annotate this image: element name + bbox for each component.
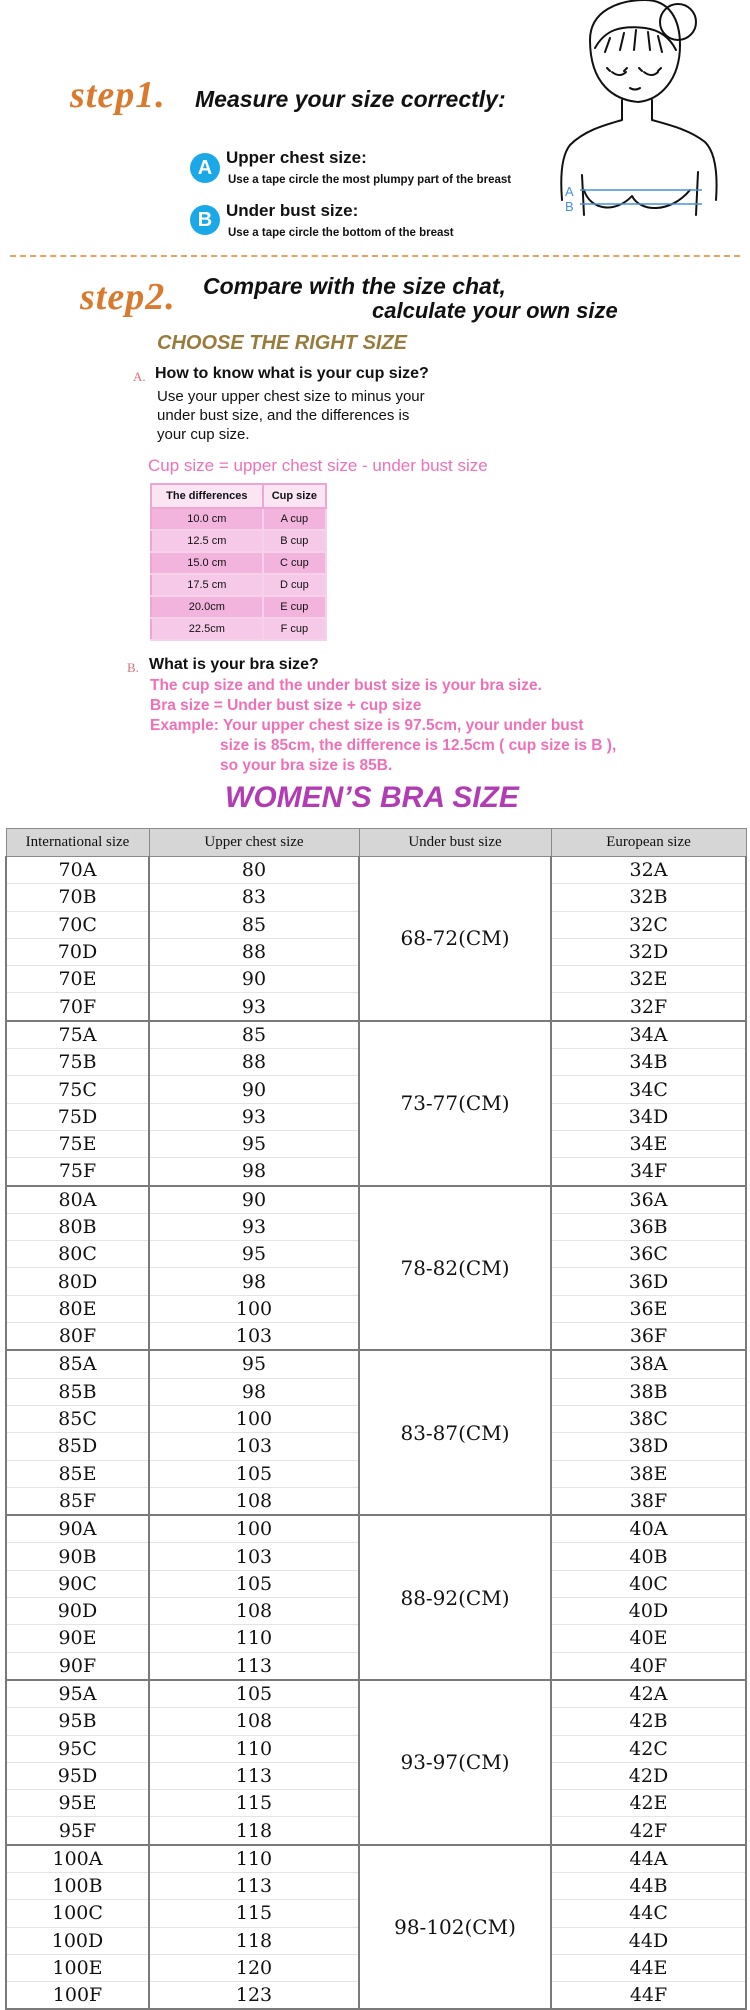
european-size-cell: 42B: [551, 1708, 746, 1735]
international-size-cell: 95F: [6, 1817, 149, 1845]
under-bust-size-cell: 98-102(CM): [359, 1845, 551, 2010]
womens-bra-size-title: WOMEN’S BRA SIZE: [225, 781, 519, 814]
european-size-cell: 42C: [551, 1735, 746, 1762]
international-size-cell: 70D: [6, 938, 149, 965]
under-bust-desc: Use a tape circle the bottom of the breast: [228, 227, 454, 239]
international-size-cell: 85F: [6, 1487, 149, 1515]
international-size-cell: 80C: [6, 1241, 149, 1268]
badge-a-icon: A: [190, 153, 220, 183]
european-size-cell: 44D: [551, 1927, 746, 1954]
upper-chest-size-cell: 90: [149, 1186, 359, 1214]
european-size-cell: 38A: [551, 1350, 746, 1378]
table-row: [151, 530, 326, 552]
table-cell: D cup: [263, 574, 326, 596]
international-size-cell: 85D: [6, 1433, 149, 1460]
table-cell: 17.5 cm: [151, 574, 263, 596]
international-size-cell: 90C: [6, 1570, 149, 1597]
under-bust-size-cell: 73-77(CM): [359, 1021, 551, 1186]
upper-chest-size-cell: 83: [149, 884, 359, 911]
european-size-cell: 32B: [551, 884, 746, 911]
upper-chest-desc: Use a tape circle the most plumpy part of the breast: [228, 174, 512, 186]
international-size-cell: 95C: [6, 1735, 149, 1762]
international-size-cell: 70F: [6, 993, 149, 1021]
step2-heading-line2: calculate your own size: [372, 298, 618, 323]
international-size-cell: 75C: [6, 1076, 149, 1103]
european-size-cell: 36D: [551, 1268, 746, 1295]
european-size-cell: 42F: [551, 1817, 746, 1845]
answer-a-line3: your cup size.: [157, 426, 250, 443]
european-size-cell: 40A: [551, 1515, 746, 1543]
international-size-cell: 90E: [6, 1625, 149, 1652]
table-row: [6, 1515, 746, 1543]
table-row: [6, 857, 746, 884]
european-size-cell: 44F: [551, 1982, 746, 2010]
international-size-cell: 100F: [6, 1982, 149, 2010]
upper-chest-size-cell: 108: [149, 1598, 359, 1625]
international-size-cell: 80D: [6, 1268, 149, 1295]
answer-b-line5: so your bra size is 85B.: [220, 757, 393, 774]
upper-chest-size-cell: 113: [149, 1872, 359, 1899]
european-size-cell: 38D: [551, 1433, 746, 1460]
answer-a-line1: Use your upper chest size to minus your: [157, 388, 425, 405]
figure-mark-a: A: [565, 184, 574, 199]
bra-size-table: [5, 828, 747, 2010]
upper-chest-size-cell: 103: [149, 1323, 359, 1351]
international-size-cell: 80A: [6, 1186, 149, 1214]
upper-chest-size-cell: 98: [149, 1158, 359, 1186]
european-size-cell: 42E: [551, 1790, 746, 1817]
upper-chest-size-cell: 85: [149, 1021, 359, 1049]
upper-chest-size-cell: 113: [149, 1762, 359, 1789]
bra-size-table-body: [6, 857, 746, 2010]
european-size-cell: 34F: [551, 1158, 746, 1186]
section-divider: [10, 255, 740, 257]
european-size-cell: 44E: [551, 1954, 746, 1981]
european-size-cell: 44B: [551, 1872, 746, 1899]
answer-b-line3: Example: Your upper chest size is 97.5cm, your under bust: [150, 717, 584, 734]
table-row: [6, 1186, 746, 1214]
international-size-cell: 90A: [6, 1515, 149, 1543]
european-size-cell: 40F: [551, 1652, 746, 1680]
european-size-cell: 44C: [551, 1900, 746, 1927]
table-cell: 20.0cm: [151, 596, 263, 618]
upper-chest-size-cell: 95: [149, 1241, 359, 1268]
header-european-size: European size: [551, 829, 746, 857]
upper-chest-size-cell: 110: [149, 1625, 359, 1652]
header-international-size: International size: [6, 829, 149, 857]
upper-chest-size-cell: 85: [149, 911, 359, 938]
table-row: [6, 1021, 746, 1049]
european-size-cell: 38E: [551, 1460, 746, 1487]
table-cell: 10.0 cm: [151, 508, 263, 530]
international-size-cell: 95A: [6, 1680, 149, 1708]
table-cell: A cup: [263, 508, 326, 530]
question-b: What is your bra size?: [149, 656, 319, 673]
under-bust-size-cell: 88-92(CM): [359, 1515, 551, 1680]
european-size-cell: 36A: [551, 1186, 746, 1214]
international-size-cell: 95E: [6, 1790, 149, 1817]
european-size-cell: 42A: [551, 1680, 746, 1708]
upper-chest-size-cell: 95: [149, 1130, 359, 1157]
woman-figure-illustration: [560, 0, 750, 235]
international-size-cell: 80B: [6, 1213, 149, 1240]
badge-b-icon: B: [190, 205, 220, 235]
table-row: [151, 508, 326, 530]
international-size-cell: 75E: [6, 1130, 149, 1157]
step1-heading: Measure your size correctly:: [195, 86, 506, 112]
upper-chest-size-cell: 115: [149, 1900, 359, 1927]
european-size-cell: 32D: [551, 938, 746, 965]
upper-chest-size-cell: 120: [149, 1954, 359, 1981]
upper-chest-size-cell: 88: [149, 938, 359, 965]
step2-label: step2.: [80, 276, 176, 318]
table-row: [151, 596, 326, 618]
european-size-cell: 40C: [551, 1570, 746, 1597]
upper-chest-size-cell: 105: [149, 1460, 359, 1487]
international-size-cell: 75A: [6, 1021, 149, 1049]
under-bust-size-cell: 83-87(CM): [359, 1350, 551, 1515]
upper-chest-size-cell: 108: [149, 1708, 359, 1735]
upper-chest-size-cell: 110: [149, 1735, 359, 1762]
answer-a-line2: under bust size, and the differences is: [157, 407, 410, 424]
european-size-cell: 32F: [551, 993, 746, 1021]
international-size-cell: 85B: [6, 1378, 149, 1405]
international-size-cell: 90B: [6, 1543, 149, 1570]
cup-table-header-differences: The differences: [151, 484, 263, 508]
upper-chest-size-cell: 98: [149, 1378, 359, 1405]
upper-chest-size-cell: 93: [149, 1103, 359, 1130]
table-row: [6, 1350, 746, 1378]
upper-chest-size-cell: 100: [149, 1295, 359, 1322]
upper-chest-size-cell: 98: [149, 1268, 359, 1295]
upper-chest-size-cell: 115: [149, 1790, 359, 1817]
international-size-cell: 70A: [6, 857, 149, 884]
cup-size-table: [150, 483, 327, 641]
question-a: How to know what is your cup size?: [155, 365, 429, 382]
international-size-cell: 75B: [6, 1049, 149, 1076]
international-size-cell: 85C: [6, 1405, 149, 1432]
table-cell: B cup: [263, 530, 326, 552]
european-size-cell: 34E: [551, 1130, 746, 1157]
upper-chest-size-cell: 95: [149, 1350, 359, 1378]
answer-b-line2: Bra size = Under bust size + cup size: [150, 697, 422, 714]
header-upper-chest-size: Upper chest size: [149, 829, 359, 857]
upper-chest-size-cell: 80: [149, 857, 359, 884]
under-bust-size-cell: 78-82(CM): [359, 1186, 551, 1351]
figure-mark-b: B: [565, 199, 574, 214]
table-cell: 22.5cm: [151, 618, 263, 640]
table-cell: E cup: [263, 596, 326, 618]
european-size-cell: 34A: [551, 1021, 746, 1049]
international-size-cell: 95D: [6, 1762, 149, 1789]
upper-chest-size-cell: 93: [149, 1213, 359, 1240]
european-size-cell: 40E: [551, 1625, 746, 1652]
question-b-marker: B.: [127, 660, 139, 675]
international-size-cell: 100B: [6, 1872, 149, 1899]
upper-chest-size-cell: 100: [149, 1515, 359, 1543]
step2-heading-line1: Compare with the size chat,: [203, 273, 506, 299]
upper-chest-size-cell: 118: [149, 1927, 359, 1954]
upper-chest-size-cell: 88: [149, 1049, 359, 1076]
international-size-cell: 100D: [6, 1927, 149, 1954]
choose-right-size-heading: CHOOSE THE RIGHT SIZE: [157, 332, 408, 354]
cup-size-formula: Cup size = upper chest size - under bust size: [148, 456, 488, 475]
answer-b-line1: The cup size and the under bust size is your bra size.: [150, 677, 542, 694]
european-size-cell: 32C: [551, 911, 746, 938]
under-bust-size-cell: 93-97(CM): [359, 1680, 551, 1845]
question-a-marker: A.: [133, 369, 146, 384]
international-size-cell: 70E: [6, 966, 149, 993]
international-size-cell: 100C: [6, 1900, 149, 1927]
table-row: [151, 552, 326, 574]
european-size-cell: 36E: [551, 1295, 746, 1322]
international-size-cell: 75F: [6, 1158, 149, 1186]
header-under-bust-size: Under bust size: [359, 829, 551, 857]
answer-b-line4: size is 85cm, the difference is 12.5cm ( cup size is B ),: [220, 737, 617, 754]
upper-chest-size-cell: 123: [149, 1982, 359, 2010]
european-size-cell: 40B: [551, 1543, 746, 1570]
european-size-cell: 32E: [551, 966, 746, 993]
table-row: [6, 1680, 746, 1708]
under-bust-size-cell: 68-72(CM): [359, 857, 551, 1021]
upper-chest-size-cell: 110: [149, 1845, 359, 1873]
upper-chest-size-cell: 118: [149, 1817, 359, 1845]
under-bust-title: Under bust size:: [226, 201, 359, 220]
upper-chest-title: Upper chest size:: [226, 148, 367, 167]
european-size-cell: 34B: [551, 1049, 746, 1076]
upper-chest-size-cell: 103: [149, 1543, 359, 1570]
european-size-cell: 36F: [551, 1323, 746, 1351]
european-size-cell: 38B: [551, 1378, 746, 1405]
step1-label: step1.: [70, 74, 166, 116]
international-size-cell: 90F: [6, 1652, 149, 1680]
table-cell: C cup: [263, 552, 326, 574]
upper-chest-size-cell: 113: [149, 1652, 359, 1680]
european-size-cell: 42D: [551, 1762, 746, 1789]
upper-chest-size-cell: 90: [149, 966, 359, 993]
table-cell: F cup: [263, 618, 326, 640]
european-size-cell: 36B: [551, 1213, 746, 1240]
international-size-cell: 95B: [6, 1708, 149, 1735]
european-size-cell: 40D: [551, 1598, 746, 1625]
table-cell: 15.0 cm: [151, 552, 263, 574]
upper-chest-size-cell: 90: [149, 1076, 359, 1103]
table-row: [151, 574, 326, 596]
table-row: [151, 618, 326, 640]
european-size-cell: 34C: [551, 1076, 746, 1103]
european-size-cell: 44A: [551, 1845, 746, 1873]
upper-chest-size-cell: 105: [149, 1570, 359, 1597]
international-size-cell: 90D: [6, 1598, 149, 1625]
international-size-cell: 85E: [6, 1460, 149, 1487]
international-size-cell: 75D: [6, 1103, 149, 1130]
international-size-cell: 80F: [6, 1323, 149, 1351]
table-row: [6, 1845, 746, 1873]
upper-chest-size-cell: 100: [149, 1405, 359, 1432]
upper-chest-size-cell: 103: [149, 1433, 359, 1460]
cup-table-header-cup: Cup size: [263, 484, 326, 508]
upper-chest-size-cell: 108: [149, 1487, 359, 1515]
upper-chest-size-cell: 105: [149, 1680, 359, 1708]
table-cell: 12.5 cm: [151, 530, 263, 552]
international-size-cell: 100E: [6, 1954, 149, 1981]
international-size-cell: 100A: [6, 1845, 149, 1873]
european-size-cell: 38C: [551, 1405, 746, 1432]
european-size-cell: 38F: [551, 1487, 746, 1515]
european-size-cell: 32A: [551, 857, 746, 884]
international-size-cell: 70C: [6, 911, 149, 938]
international-size-cell: 70B: [6, 884, 149, 911]
upper-chest-size-cell: 93: [149, 993, 359, 1021]
european-size-cell: 34D: [551, 1103, 746, 1130]
international-size-cell: 85A: [6, 1350, 149, 1378]
european-size-cell: 36C: [551, 1241, 746, 1268]
international-size-cell: 80E: [6, 1295, 149, 1322]
